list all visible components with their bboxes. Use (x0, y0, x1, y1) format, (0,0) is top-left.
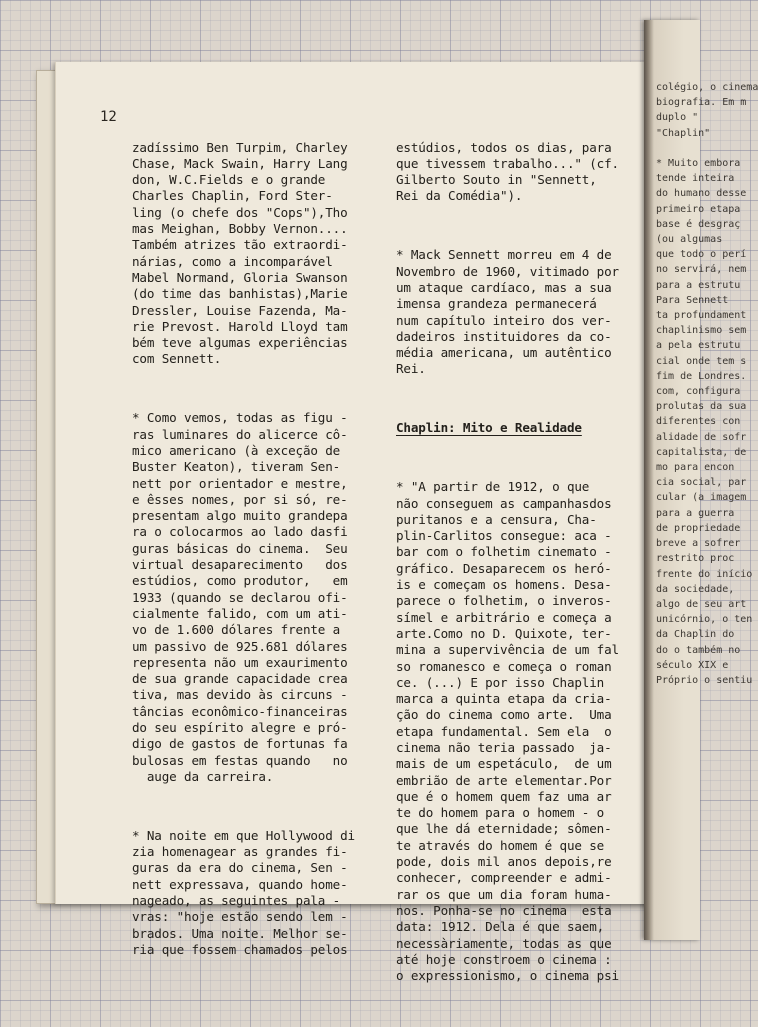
paragraph-comic-foundation: * Como vemos, todas as figu - ras luminares do alicerce cô- mico americano (à exceção de Buster Keaton), tiveram Sen- nett por orientador e mestre, e êsses nomes, por si só, re- presentam algo muito grandepa ra o colocarmos ao lado dasfi guras básicas do cinema. Seu virtual desaparecimento dos estúdios, como produtor, em 1933 (quando se declarou ofi- cialmente falido, com um ati- vo de 1.600 dólares frente a um passivo de 925.681 dólares representa não um exaurimento de sua grande capacidade crea tiva, mas devido às circuns - tâncias econômico-financeiras do seu espírito alegre e pró- digo de gastos de fortunas fa bulosas em festas quando no auge da carreira. (132, 410, 348, 784)
paragraph-sennett-stars: zadíssimo Ben Turpim, Charley Chase, Mack Swain, Harry Lang don, W.C.Fields e o grande Charles Chaplin, Ford Ster- ling (o chefe dos "Cops"),Tho mas Meighan, Bobby Vernon.... Também atrizes tão extraordi- nárias, como a incomparável Mabel Normand, Gloria Swanson (do time das banhistas),Marie Dressler, Louise Fazenda, Ma- rie Prevost. Harold Lloyd tam bém teve algumas experiências com Sennett. (132, 139, 348, 367)
paragraph-chaplin-1912: * "A partir de 1912, o que não conseguem as campanhasdos puritanos e a censura, Cha- plin-Carlitos consegue: aca - bar com o folhetim cinemato - gráfico. Desaparecem os heró- is e começam os homens. Desa- parece o folhetim, o inveros- símel e arbitrário e começa a arte.Como no D. Quixote, ter- mina a supervivência de um fal so romanesco e começa o roman ce. (...) E por isso Chaplin marca a quinta etapa da cria- ção do cinema como arte. Uma etapa fundamental. Sem ela o cinema não teria passado ja- mais de um espetáculo, de um embrião de arte elementar.Por que é o homem quem faz uma ar te do homem para o homem - o que lhe dá eternidade; sômen- te através do homem é que se pode, dois mil anos depois,re conhecer, compreender e admi- rar os que um dia foram huma- nos. Ponha-se no cinema esta data: 1912. Dela é que saem, necessàriamente, todas as que até hoje constroem o cinema : o expressionismo, o cinema psi (396, 479, 619, 984)
left-column (132, 107, 396, 1001)
paragraph-hollywood-night: * Na noite em que Hollywood di zia homenagear as grandes fi- guras da era do cinema, Sen - nett expressava, quando home- nageado, as seguintes pala - vras: "hoje estão sendo lem - brados. Uma noite. Melhor se- ria que fossem chamados pelos (132, 827, 355, 957)
page-number: 12 (100, 109, 117, 125)
book-page (56, 62, 650, 984)
right-column (396, 107, 646, 1027)
paragraph-sennett-death: * Mack Sennett morreu em 4 de Novembro de 1960, vitimado por um ataque cardíaco, mas a sua imensa grandeza permanecerá num capítulo inteiro dos ver- dadeiros instituidores da co- média americana, um autêntico Rei. (396, 247, 619, 377)
paragraph-studios-quote: estúdios, todos os dias, para que tivessem trabalho..." (cf. Gilberto Souto in "Sennett, Rei da Comédia"). (396, 139, 619, 204)
next-page-edge (644, 20, 758, 940)
section-heading: Chaplin: Mito e Realidade (396, 420, 582, 436)
next-page-text: colégio, o cinema biografia. Em m duplo " "Chaplin" * Muito embora tende inteira do humano desse primeiro etapa base é desgraç (ou algumas que todo o perí no servirá, nem para a estrutu Para Sennett ta profundament chaplinismo sem a pela estrutu cial onde tem s fim de Londres. com, configura prolutas da sua diferentes con alidade de sofr capitalista, de mo para encon cia social, par cular (a imagem para a guerra de propriedade breve a sofrer restrito proc frente do início da sociedade, algo de seu art unicórnio, o ten da Chaplin do do o também no século XIX e Próprio o sentiu (656, 82, 758, 686)
